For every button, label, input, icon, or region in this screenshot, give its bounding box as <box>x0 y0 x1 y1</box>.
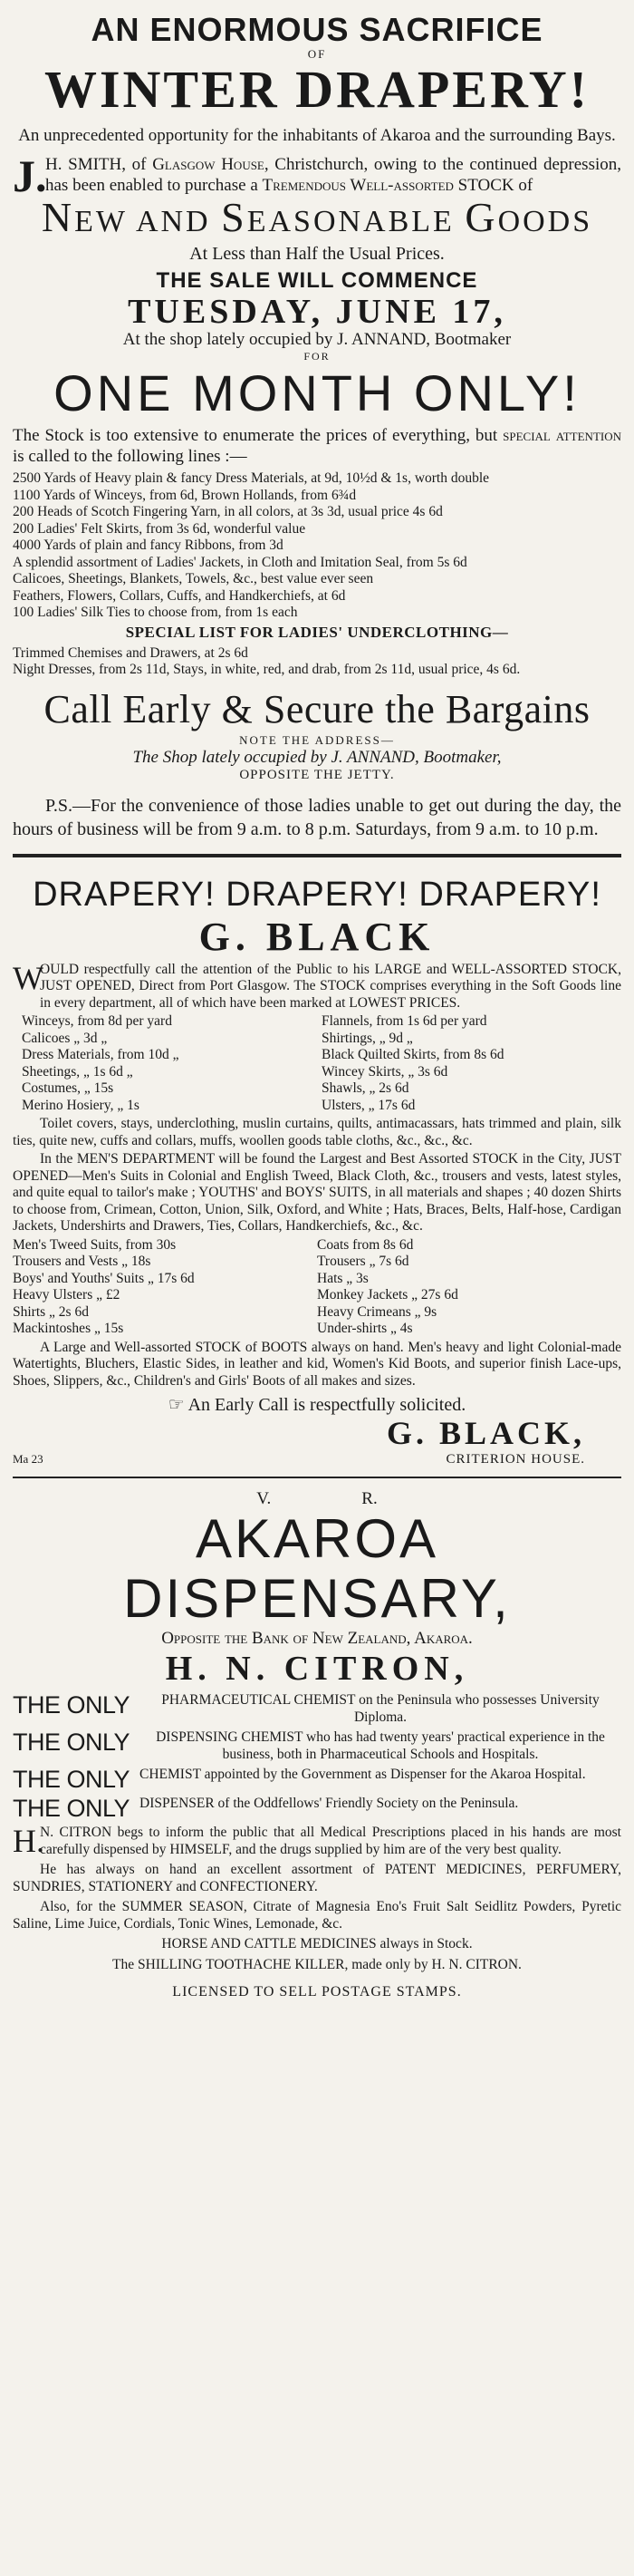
g-black-ad <box>13 876 621 1468</box>
headline-sacrifice: AN ENORMOUS SACRIFICE <box>91 11 543 48</box>
list-item: 100 Ladies' Silk Ties to choose from, from 1s each <box>13 605 298 620</box>
early-call-line: ☞ An Early Call is respectfully solicited. <box>168 1395 466 1415</box>
boots-paragraph: A Large and Well-assorted STOCK of BOOTS always on hand. Men's heavy and light Colonial-made Watertights, Bluchers, Elastic Sides, in leather and kid, Women's Kid Boots, and superior finish Lace-ups, Shoes, Slippers, &c., Children's and Girls' Boots of all makes and sizes. <box>13 1339 621 1389</box>
list-item: Feathers, Flowers, Collars, Cuffs, and Handkerchiefs, at 6d <box>13 587 346 604</box>
list-item: Flannels, from 1s 6d per yard <box>322 1013 487 1029</box>
dropcap-h: H. <box>13 1823 44 1859</box>
the-only-text: CHEMIST appointed by the Government as Dispenser for the Akaroa Hospital. <box>139 1767 586 1782</box>
price-col-left <box>13 1237 317 1338</box>
list-item: Monkey Jackets „ 27s 6d <box>317 1287 458 1303</box>
list-item: Shawls, „ 2s 6d <box>322 1080 409 1096</box>
price-list-mens <box>13 1237 621 1338</box>
opposite-jetty: OPPOSITE THE JETTY. <box>239 767 395 782</box>
akaroa-dispensary-title: AKAROA DISPENSARY, <box>123 1508 511 1629</box>
mens-department-paragraph: In the MEN'S DEPARTMENT will be found the Largest and Best Assorted STOCK in the City, JUST OPENED—Men's Suits in Colonial and English Tweed, Black Cloth, &c., trousers and vests, latest styles, and quite equal to tailor's make ; YOUTHS' and BOYS' SUITS, in all materials and shapes ; 40 dozen Shirts to choose from, Crimean, Cotton, Union, Silk, Oxford, and White ; Hats, Braces, Belts, Half-hose, Cardigan Jackets, Undershirts and Drawers, Ties, Collars, Handkerchiefs, &c., &c. <box>13 1151 621 1234</box>
the-only-text: DISPENSING CHEMIST who has had twenty years' practical experience in the business, both in Pharmaceutical Schools and Hospitals. <box>156 1729 605 1762</box>
list-item: Trousers and Vests „ 18s <box>13 1254 151 1269</box>
cipher-r: R. <box>361 1489 378 1508</box>
address-line: The Shop lately occupied by J. ANNAND, Bootmaker, <box>132 747 502 767</box>
list-item: 4000 Yards of plain and fancy Ribbons, from 3d <box>13 537 283 553</box>
g-black-name: G. BLACK <box>198 914 436 959</box>
patent-medicines-paragraph: He has always on hand an excellent assortment of PATENT MEDICINES, PERFUMERY, SUNDRIES, STATIONERY and CONFECTIONERY. <box>13 1862 621 1894</box>
list-item: Night Dresses, from 2s 11d, Stays, in white, red, and drab, from 2s 11d, usual price, 4s 6d. <box>13 662 521 677</box>
toothache-killer-line: The SHILLING TOOTHACHE KILLER, made only by H. N. CITRON. <box>112 1956 522 1972</box>
the-only-text: PHARMACEUTICAL CHEMIST on the Peninsula who possesses University Diploma. <box>161 1692 600 1725</box>
the-only-label: THE ONLY <box>13 1691 130 1719</box>
the-only-label: THE ONLY <box>13 1729 130 1756</box>
smith-text-b: , Christchurch, owing to the continued depression, has been enabled to purchase a <box>45 155 621 195</box>
list-item: 200 Ladies' Felt Skirts, from 3s 6d, wonderful value <box>13 520 306 537</box>
smith-paragraph <box>13 150 621 201</box>
list-item: Calicoes „ 3d „ <box>22 1030 108 1046</box>
list-item: Merino Hosiery, „ 1s <box>22 1097 139 1113</box>
price-list-ladies <box>13 1013 621 1114</box>
ad-footer <box>13 1452 621 1467</box>
the-only-row <box>13 1692 621 1726</box>
royal-cipher <box>13 1489 621 1509</box>
dropcap-j: J. <box>13 150 47 201</box>
list-item: Trimmed Chemises and Drawers, at 2s 6d <box>13 644 248 661</box>
dropcap-w: W <box>13 959 43 996</box>
price-col-right <box>322 1013 621 1114</box>
date-code: Ma 23 <box>13 1452 43 1466</box>
cipher-v: V. <box>256 1489 272 1508</box>
smith-tremendous: Tremendous Well-assorted <box>262 176 454 195</box>
citron-name: H. N. CITRON, <box>165 1650 469 1688</box>
list-item: Winceys, from 8d per yard <box>22 1013 172 1029</box>
intro-text: An unprecedented opportunity for the inhabitants of Akaroa and the surrounding Bays. <box>18 126 616 145</box>
list-item: 2500 Yards of Heavy plain & fancy Dress Materials, at 9d, 10½d & 1s, worth double <box>13 470 490 486</box>
half-price-line: At Less than Half the Usual Prices. <box>189 244 445 264</box>
newspaper-column <box>0 11 634 2576</box>
list-item: 200 Heads of Scotch Fingering Yarn, in all colors, at 3s 3d, usual price 4s 6d <box>13 504 443 519</box>
section-divider <box>13 1477 621 1478</box>
the-only-row <box>13 1767 621 1792</box>
list-item: Boys' and Youths' Suits „ 17s 6d <box>13 1270 195 1286</box>
list-item: Under-shirts „ 4s <box>317 1321 413 1336</box>
smith-house: Glasgow House <box>152 155 264 174</box>
list-item: Sheetings, „ 1s 6d „ <box>22 1063 133 1080</box>
criterion-house: CRITERION HOUSE. <box>446 1452 585 1467</box>
citron-paragraph: H. N. CITRON begs to inform the public that all Medical Prescriptions placed in his hands are most carefully dispensed by HIMSELF, and the drugs supplied by him are of the very best quality. <box>13 1823 621 1859</box>
list-item: Calicoes, Sheetings, Blankets, Towels, &c., best value ever seen <box>13 571 374 586</box>
list-item: A splendid assortment of Ladies' Jackets, in Cloth and Imitation Seal, from 5s 6d <box>13 554 467 570</box>
list-item: Heavy Crimeans „ 9s <box>317 1303 437 1320</box>
shop-line: At the shop lately occupied by J. ANNAND, Bootmaker <box>122 330 512 349</box>
list-item: Ulsters, „ 17s 6d <box>322 1097 416 1113</box>
toilet-covers-paragraph: Toilet covers, stays, underclothing, muslin curtains, quilts, antimacassars, hats trimmed and plain, silk ties, quite new, cuffs and collars, muffs, woollen goods table cloths, &c., &c., &c. <box>13 1116 621 1148</box>
list-item: Trousers „ 7s 6d <box>317 1254 409 1269</box>
section-divider <box>13 854 621 857</box>
new-seasonable-goods: NEW AND SEASONABLE GOODS <box>41 194 593 240</box>
stock-paragraph: The Stock is too extensive to enumerate the prices of everything, but special attention is called to the following lines :— <box>13 426 621 466</box>
price-col-left <box>22 1013 322 1114</box>
g-black-signature: G. BLACK, <box>386 1415 585 1451</box>
list-item: Heavy Ulsters „ £2 <box>13 1287 120 1303</box>
list-item: Mackintoshes „ 15s <box>13 1321 124 1336</box>
summer-season-paragraph: Also, for the SUMMER SEASON, Citrate of Magnesia Eno's Fruit Salt Seidlitz Powders, Pyretic Saline, Lime Juice, Cordials, Tonic Wines, Lemonade, &c. <box>13 1899 621 1932</box>
price-col-right <box>317 1237 621 1338</box>
item-list <box>13 470 621 622</box>
note-address: NOTE THE ADDRESS— <box>239 732 395 747</box>
call-early-headline: Call Early & Secure the Bargains <box>43 686 591 731</box>
smith-text-a: H. SMITH, of <box>45 155 153 174</box>
list-item: Black Quilted Skirts, from 8s 6d <box>322 1047 504 1062</box>
list-item: Costumes, „ 15s <box>22 1080 114 1096</box>
smith-text-c: STOCK of <box>453 176 533 195</box>
opposite-bank-line: Opposite the Bank of New Zealand, Akaroa. <box>161 1629 473 1648</box>
list-item: 1100 Yards of Winceys, from 6d, Brown Hollands, from 6¾d <box>13 487 357 503</box>
the-only-text: DISPENSER of the Oddfellows' Friendly Society on the Peninsula. <box>139 1796 519 1811</box>
sale-date: TUESDAY, JUNE 17, <box>128 293 506 331</box>
the-only-row <box>13 1796 621 1821</box>
one-month-only: ONE MONTH ONLY! <box>53 364 581 421</box>
list-item: Men's Tweed Suits, from 30s <box>13 1236 177 1253</box>
list-item: Hats „ 3s <box>317 1270 369 1286</box>
sale-commence: THE SALE WILL COMMENCE <box>156 268 478 293</box>
list-item: Coats from 8s 6d <box>317 1236 414 1253</box>
horse-cattle-line: HORSE AND CATTLE MEDICINES always in Stock. <box>161 1936 473 1951</box>
headline-winter-drapery: WINTER DRAPERY! <box>43 60 591 119</box>
drapery-headline: DRAPERY! DRAPERY! DRAPERY! <box>33 875 601 914</box>
the-only-label: THE ONLY <box>13 1766 130 1793</box>
akaroa-dispensary-ad <box>13 1489 621 2000</box>
black-intro-paragraph: W OULD respectfully call the attention of the Public to his LARGE and WELL-ASSORTED STOCK, JUST OPENED, Direct from Port Glasgow. The STOCK comprises everything in the Soft Goods line in every department, all of which have been marked at LOWEST PRICES. <box>13 959 621 1011</box>
underclothing-list <box>13 645 621 679</box>
headline-of: OF <box>307 47 327 61</box>
winter-drapery-ad <box>13 11 621 841</box>
list-item: Wincey Skirts, „ 3s 6d <box>322 1063 448 1080</box>
special-list-heading: SPECIAL LIST FOR LADIES' UNDERCLOTHING— <box>125 623 509 641</box>
licensed-stamps: LICENSED TO SELL POSTAGE STAMPS. <box>172 1984 462 2000</box>
ps-paragraph: P.S.—For the convenience of those ladies unable to get out during the day, the hours of business will be from 9 a.m. to 8 p.m. Saturdays, from 9 a.m. to 10 p.m. <box>13 795 621 839</box>
list-item: Dress Materials, from 10d „ <box>22 1047 179 1062</box>
list-item: Shirtings, „ 9d „ <box>322 1030 413 1046</box>
the-only-label: THE ONLY <box>13 1795 130 1822</box>
for-label: FOR <box>303 350 331 363</box>
list-item: Shirts „ 2s 6d <box>13 1303 89 1320</box>
the-only-row <box>13 1729 621 1763</box>
